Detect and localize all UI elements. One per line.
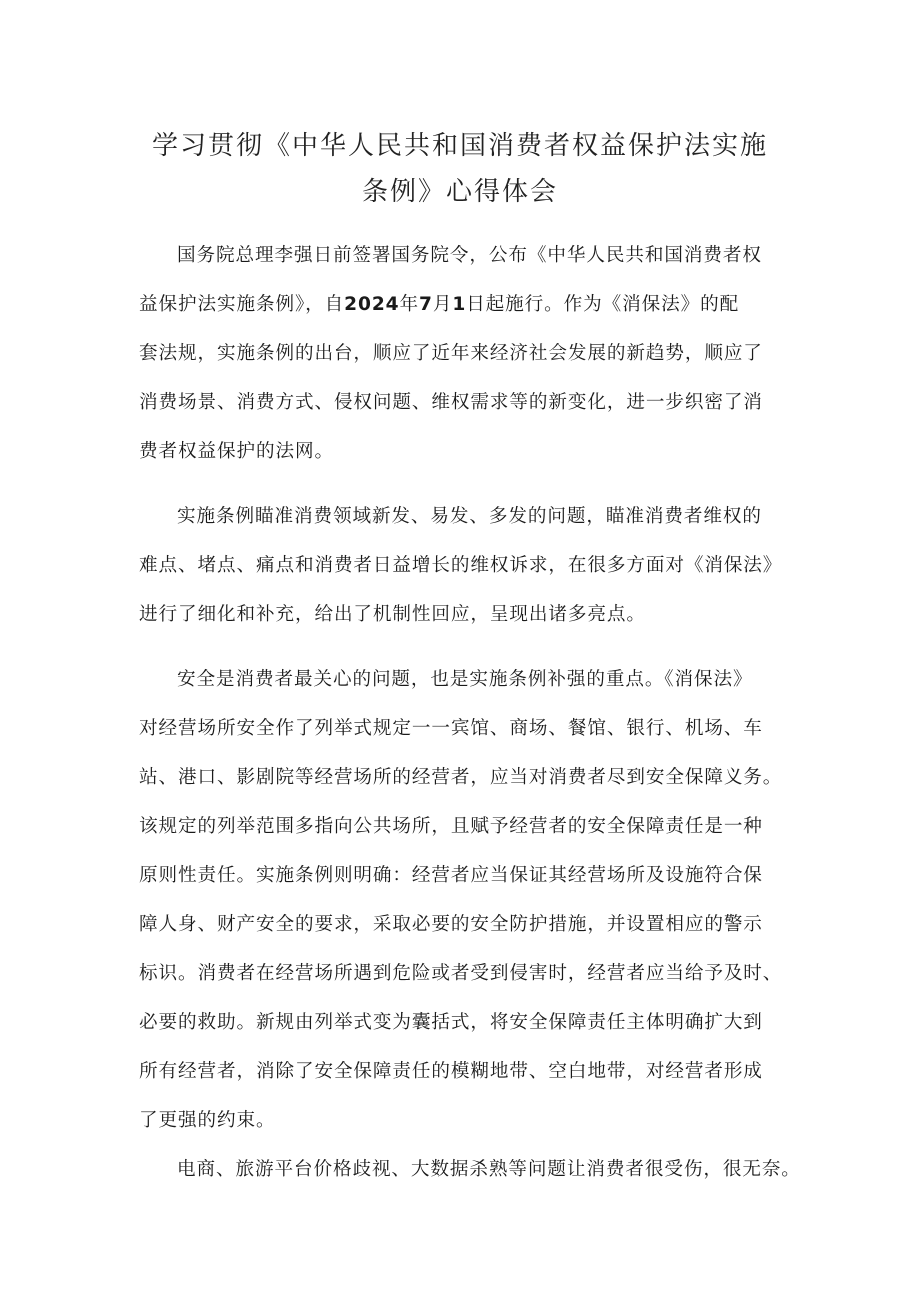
paragraph-3-line-2: 对经营场所安全作了列举式规定一一宾馆、商场、餐馆、银行、机场、车 (139, 718, 763, 739)
paragraph-1-line-2-text-a: 益保护法实施条例》，自 (139, 294, 345, 315)
document-title-line-2: 条例》心得体会 (361, 177, 558, 207)
paragraph-3-line-5: 原则性责任。实施条例则明确：经营者应当保证其经营场所及设施符合保 (139, 865, 763, 886)
paragraph-1-line-5: 费者权益保护的法网。 (139, 441, 334, 462)
paragraph-1-year: 2024 (344, 294, 400, 315)
paragraph-1-line-4: 消费场景、消费方式、侵权问题、维权需求等的新变化，进一步织密了消 (139, 392, 763, 413)
paragraph-2-line-1: 实施条例瞄准消费领域新发、易发、多发的问题，瞄准消费者维权的 (177, 506, 762, 527)
paragraph-3-line-9: 所有经营者，消除了安全保障责任的模糊地带、空白地带，对经营者形成 (139, 1061, 763, 1082)
paragraph-1-line-2-text-b: 年 (399, 294, 419, 315)
document-title-line-1: 学习贯彻《中华人民共和国消费者权益保护法实施 (151, 131, 768, 161)
paragraph-3-line-10: 了更强的约束。 (139, 1110, 276, 1131)
paragraph-1-line-2 (139, 282, 739, 328)
paragraph-3-line-3: 站、港口、影剧院等经营场所的经营者，应当对消费者尽到安全保障义务。 (139, 767, 783, 788)
paragraph-2-line-2: 难点、堵点、痛点和消费者日益增长的维权诉求，在很多方面对《消保法》 (139, 555, 783, 576)
paragraph-3-line-6: 障人身、财产安全的要求，采取必要的安全防护措施，并设置相应的警示 (139, 914, 763, 935)
paragraph-3-line-7: 标识。消费者在经营场所遇到危险或者受到侵害时，经营者应当给予及时、 (139, 963, 783, 984)
paragraph-4-line-1: 电商、旅游平台价格歧视、大数据杀熟等问题让消费者很受伤，很无奈。 (177, 1159, 801, 1180)
paragraph-1-line-2-text-c: 月 (432, 294, 453, 315)
paragraph-3-line-1: 安全是消费者最关心的问题，也是实施条例补强的重点。《消保法》 (177, 669, 753, 690)
paragraph-1-line-3: 套法规，实施条例的出台，顺应了近年来经济社会发展的新趋势，顺应了 (139, 343, 763, 364)
paragraph-1-line-1: 国务院总理李强日前签署国务院令，公布《中华人民共和国消费者权 (177, 245, 762, 266)
paragraph-3-line-8: 必要的救助。新规由列举式变为囊括式，将安全保障责任主体明确扩大到 (139, 1012, 763, 1033)
paragraph-2-line-3: 进行了细化和补充，给出了机制性回应，呈现出诸多亮点。 (139, 604, 646, 625)
paragraph-1-month: 7 (419, 294, 433, 315)
paragraph-1-day: 1 (452, 294, 467, 315)
paragraph-1-line-2-text-d: 日起施行。作为《消保法》的配 (466, 294, 740, 315)
paragraph-3-line-4: 该规定的列举范围多指向公共场所，且赋予经营者的安全保障责任是一种 (139, 816, 763, 837)
